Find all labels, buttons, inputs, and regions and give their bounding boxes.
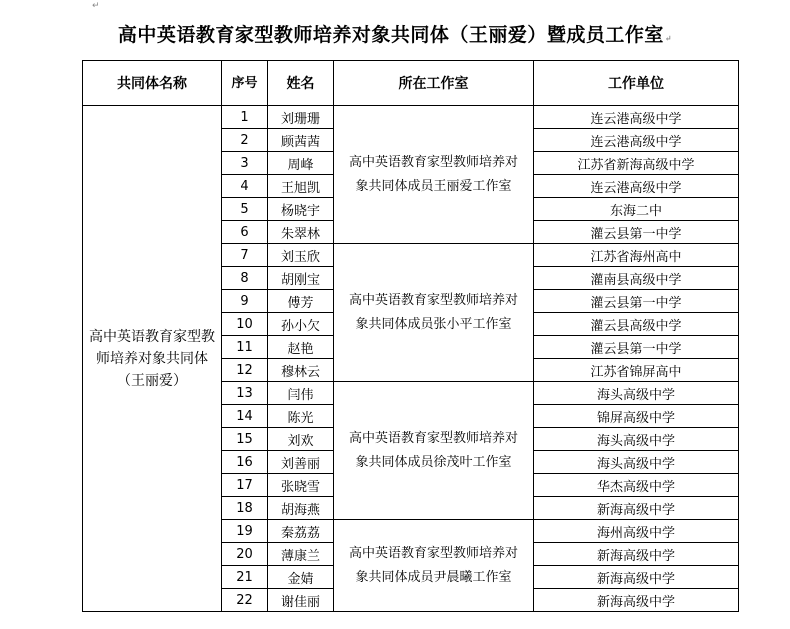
number-cell: 12 bbox=[222, 359, 268, 382]
work-unit-cell: 新海高级中学 bbox=[534, 589, 739, 612]
work-unit-cell: 华杰高级中学 bbox=[534, 474, 739, 497]
work-unit-cell: 连云港高级中学 bbox=[534, 129, 739, 152]
number-cell: 8 bbox=[222, 267, 268, 290]
member-name-cell: 金婧 bbox=[268, 566, 334, 589]
member-name-cell: 周峰 bbox=[268, 152, 334, 175]
number-cell: 5 bbox=[222, 198, 268, 221]
member-name-cell: 傅芳 bbox=[268, 290, 334, 313]
number-cell: 14 bbox=[222, 405, 268, 428]
work-unit-cell: 新海高级中学 bbox=[534, 543, 739, 566]
studio-cell: 高中英语教育家型教师培养对象共同体成员张小平工作室 bbox=[334, 244, 534, 382]
table-header-row bbox=[83, 61, 739, 106]
number-cell: 6 bbox=[222, 221, 268, 244]
number-cell: 22 bbox=[222, 589, 268, 612]
member-name-cell: 王旭凯 bbox=[268, 175, 334, 198]
header-community: 共同体名称 bbox=[83, 61, 222, 106]
number-cell: 7 bbox=[222, 244, 268, 267]
work-unit-cell: 新海高级中学 bbox=[534, 497, 739, 520]
number-cell: 17 bbox=[222, 474, 268, 497]
member-name-cell: 陈光 bbox=[268, 405, 334, 428]
member-name-cell: 刘玉欣 bbox=[268, 244, 334, 267]
member-name-cell: 孙小欠 bbox=[268, 313, 334, 336]
work-unit-cell: 海州高级中学 bbox=[534, 520, 739, 543]
work-unit-cell: 灌南县高级中学 bbox=[534, 267, 739, 290]
number-cell: 15 bbox=[222, 428, 268, 451]
member-name-cell: 穆林云 bbox=[268, 359, 334, 382]
work-unit-cell: 江苏省锦屏高中 bbox=[534, 359, 739, 382]
member-name-cell: 胡海燕 bbox=[268, 497, 334, 520]
table-row bbox=[83, 106, 739, 129]
studio-cell: 高中英语教育家型教师培养对象共同体成员王丽爱工作室 bbox=[334, 106, 534, 244]
number-cell: 10 bbox=[222, 313, 268, 336]
number-cell: 2 bbox=[222, 129, 268, 152]
work-unit-cell: 灌云县高级中学 bbox=[534, 313, 739, 336]
number-cell: 19 bbox=[222, 520, 268, 543]
work-unit-cell: 灌云县第一中学 bbox=[534, 221, 739, 244]
work-unit-cell: 锦屏高级中学 bbox=[534, 405, 739, 428]
work-unit-cell: 新海高级中学 bbox=[534, 566, 739, 589]
member-name-cell: 薄康兰 bbox=[268, 543, 334, 566]
studio-cell: 高中英语教育家型教师培养对象共同体成员徐茂叶工作室 bbox=[334, 382, 534, 520]
member-name-cell: 谢佳丽 bbox=[268, 589, 334, 612]
work-unit-cell: 江苏省新海高级中学 bbox=[534, 152, 739, 175]
member-name-cell: 张晓雪 bbox=[268, 474, 334, 497]
member-name-cell: 刘珊珊 bbox=[268, 106, 334, 129]
number-cell: 9 bbox=[222, 290, 268, 313]
header-number: 序号 bbox=[222, 61, 268, 106]
member-name-cell: 刘善丽 bbox=[268, 451, 334, 474]
member-name-cell: 赵艳 bbox=[268, 336, 334, 359]
table-body bbox=[83, 106, 739, 612]
work-unit-cell: 连云港高级中学 bbox=[534, 175, 739, 198]
members-table bbox=[82, 60, 739, 612]
work-unit-cell: 灌云县第一中学 bbox=[534, 290, 739, 313]
number-cell: 4 bbox=[222, 175, 268, 198]
member-name-cell: 闫伟 bbox=[268, 382, 334, 405]
number-cell: 18 bbox=[222, 497, 268, 520]
document-title bbox=[0, 20, 790, 47]
work-unit-cell: 海头高级中学 bbox=[534, 428, 739, 451]
work-unit-cell: 灌云县第一中学 bbox=[534, 336, 739, 359]
number-cell: 21 bbox=[222, 566, 268, 589]
work-unit-cell: 东海二中 bbox=[534, 198, 739, 221]
work-unit-cell: 连云港高级中学 bbox=[534, 106, 739, 129]
header-name: 姓名 bbox=[268, 61, 334, 106]
number-cell: 11 bbox=[222, 336, 268, 359]
community-name-cell: 高中英语教育家型教师培养对象共同体（王丽爱） bbox=[83, 106, 222, 612]
number-cell: 13 bbox=[222, 382, 268, 405]
number-cell: 20 bbox=[222, 543, 268, 566]
work-unit-cell: 海头高级中学 bbox=[534, 382, 739, 405]
work-unit-cell: 海头高级中学 bbox=[534, 451, 739, 474]
member-name-cell: 胡刚宝 bbox=[268, 267, 334, 290]
member-name-cell: 刘欢 bbox=[268, 428, 334, 451]
member-name-cell: 顾茜茜 bbox=[268, 129, 334, 152]
header-studio: 所在工作室 bbox=[334, 61, 534, 106]
studio-cell: 高中英语教育家型教师培养对象共同体成员尹晨曦工作室 bbox=[334, 520, 534, 612]
document-title-text: 高中英语教育家型教师培养对象共同体（王丽爱）暨成员工作室 bbox=[117, 24, 664, 46]
member-name-cell: 杨晓宇 bbox=[268, 198, 334, 221]
header-unit: 工作单位 bbox=[534, 61, 739, 106]
number-cell: 16 bbox=[222, 451, 268, 474]
number-cell: 3 bbox=[222, 152, 268, 175]
number-cell: 1 bbox=[222, 106, 268, 129]
member-name-cell: 秦荔荔 bbox=[268, 520, 334, 543]
work-unit-cell: 江苏省海州高中 bbox=[534, 244, 739, 267]
member-name-cell: 朱翠林 bbox=[268, 221, 334, 244]
paragraph-mark-icon: ↵ bbox=[664, 33, 673, 43]
paragraph-mark-icon: ↵ bbox=[92, 1, 100, 11]
